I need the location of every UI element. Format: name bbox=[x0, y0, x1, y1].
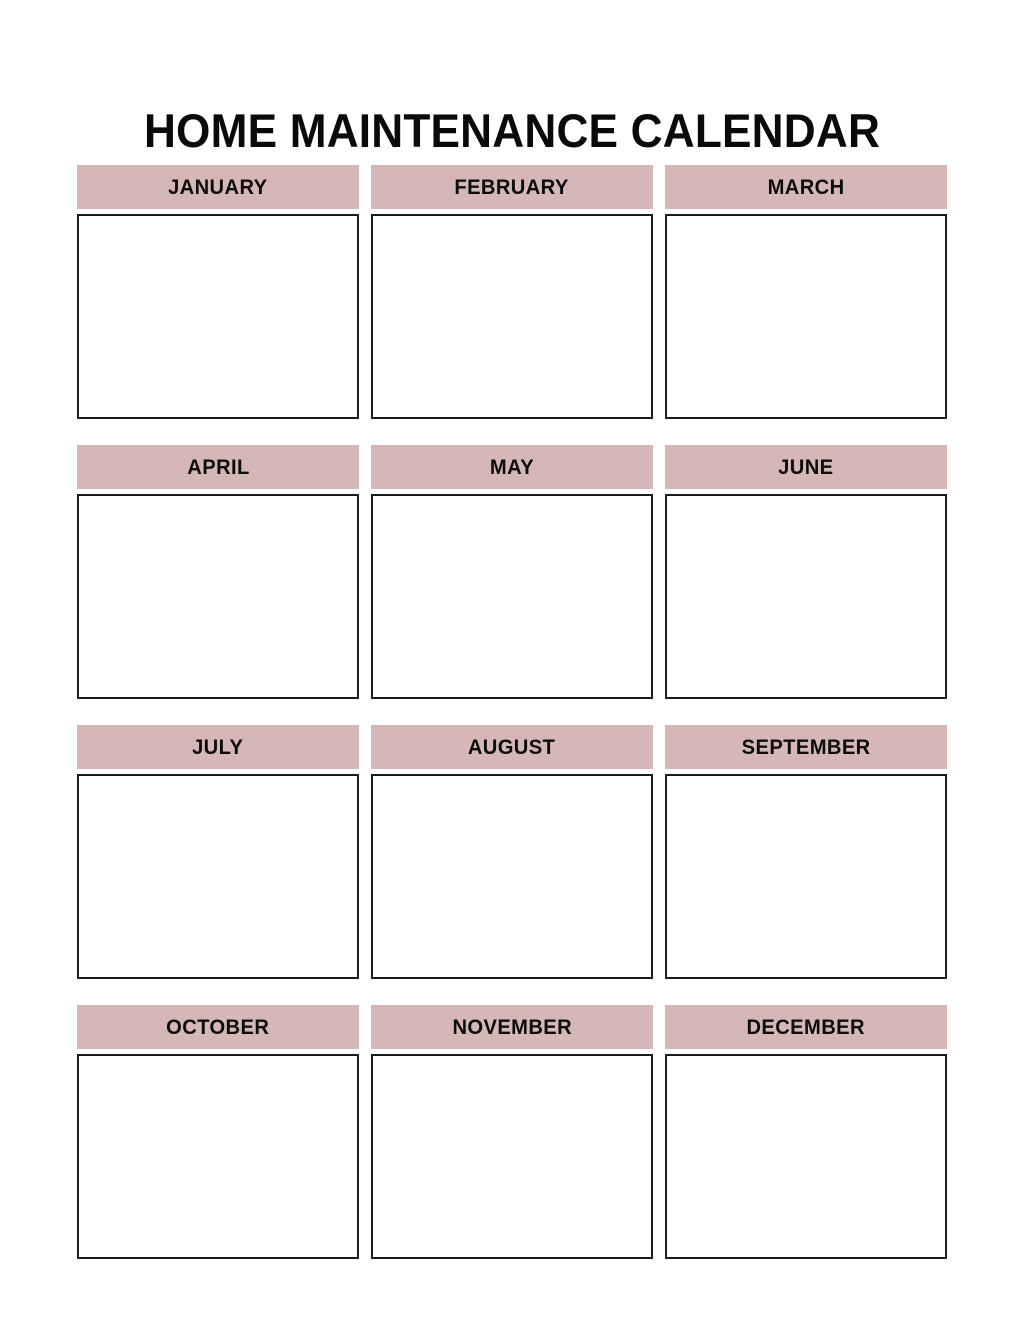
month-cell-may bbox=[371, 445, 653, 699]
page-title: HOME MAINTENANCE CALENDAR bbox=[143, 104, 881, 158]
month-cell-december bbox=[665, 1005, 947, 1259]
month-label: OCTOBER bbox=[166, 1015, 270, 1039]
month-notes-november[interactable] bbox=[371, 1054, 653, 1259]
month-label: JUNE bbox=[778, 455, 834, 479]
month-notes-april[interactable] bbox=[77, 494, 359, 699]
month-cell-march bbox=[665, 165, 947, 419]
month-label: NOVEMBER bbox=[452, 1015, 572, 1039]
month-header-september bbox=[665, 725, 947, 769]
month-cell-august bbox=[371, 725, 653, 979]
month-cell-october bbox=[77, 1005, 359, 1259]
month-cell-april bbox=[77, 445, 359, 699]
month-cell-february bbox=[371, 165, 653, 419]
month-notes-february[interactable] bbox=[371, 214, 653, 419]
month-notes-december[interactable] bbox=[665, 1054, 947, 1259]
month-header-july bbox=[77, 725, 359, 769]
month-notes-october[interactable] bbox=[77, 1054, 359, 1259]
month-label: DECEMBER bbox=[746, 1015, 866, 1039]
month-cell-june bbox=[665, 445, 947, 699]
month-label: AUGUST bbox=[468, 735, 556, 759]
month-notes-january[interactable] bbox=[77, 214, 359, 419]
month-cell-september bbox=[665, 725, 947, 979]
month-notes-september[interactable] bbox=[665, 774, 947, 979]
month-label: MAY bbox=[489, 455, 535, 479]
month-cell-january bbox=[77, 165, 359, 419]
month-header-may bbox=[371, 445, 653, 489]
calendar-month-grid bbox=[77, 165, 947, 1259]
month-header-april bbox=[77, 445, 359, 489]
month-label: SEPTEMBER bbox=[741, 735, 871, 759]
month-cell-july bbox=[77, 725, 359, 979]
month-header-august bbox=[371, 725, 653, 769]
month-cell-november bbox=[371, 1005, 653, 1259]
month-label: MARCH bbox=[767, 175, 845, 199]
month-label: FEBRUARY bbox=[454, 175, 570, 199]
month-header-february bbox=[371, 165, 653, 209]
month-notes-july[interactable] bbox=[77, 774, 359, 979]
month-label: JULY bbox=[192, 735, 244, 759]
month-label: JANUARY bbox=[168, 175, 268, 199]
month-header-march bbox=[665, 165, 947, 209]
month-notes-august[interactable] bbox=[371, 774, 653, 979]
month-label: APRIL bbox=[186, 455, 250, 479]
month-notes-may[interactable] bbox=[371, 494, 653, 699]
month-notes-march[interactable] bbox=[665, 214, 947, 419]
month-header-june bbox=[665, 445, 947, 489]
month-header-october bbox=[77, 1005, 359, 1049]
month-header-december bbox=[665, 1005, 947, 1049]
month-notes-june[interactable] bbox=[665, 494, 947, 699]
month-header-november bbox=[371, 1005, 653, 1049]
month-header-january bbox=[77, 165, 359, 209]
